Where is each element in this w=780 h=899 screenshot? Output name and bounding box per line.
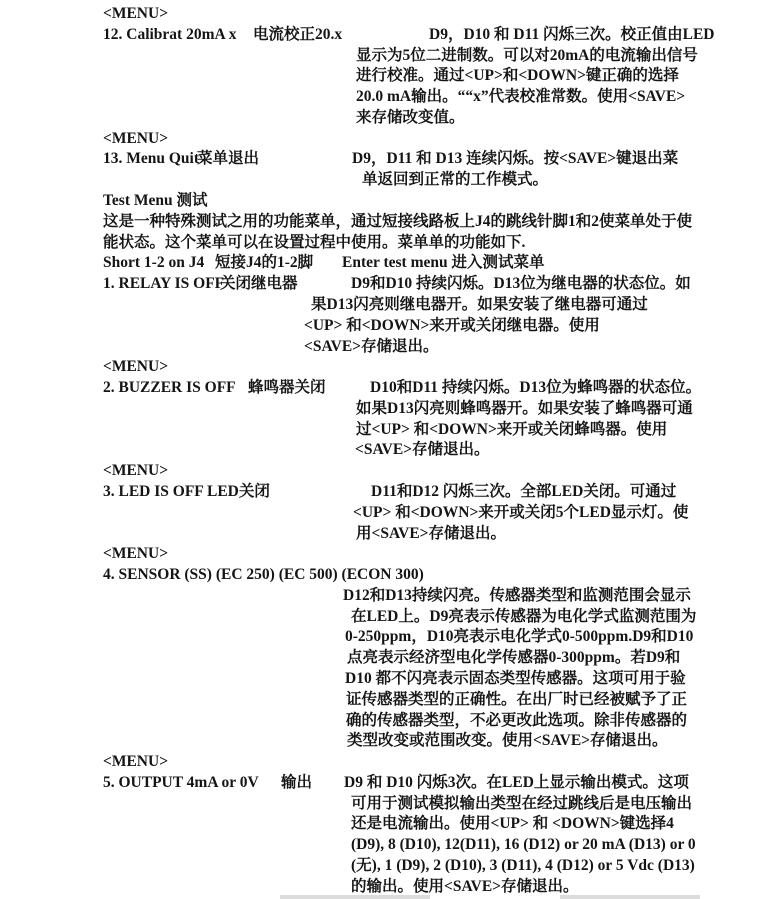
item-3-desc-line: <UP> 和<DOWN>来开或关闭5个LED显示灯。使 xyxy=(353,503,689,521)
item-4-desc-line: D10 都不闪亮表示固态类型传感器。这项可用于验 xyxy=(345,670,686,687)
item-1-row xyxy=(0,274,780,295)
item-13-desc-line: 单返回到正常的工作模式。 xyxy=(362,171,549,189)
item-3-label: 3. LED IS OFF xyxy=(103,482,204,500)
item-5-label-cn: 输出 xyxy=(281,773,313,791)
item-13-label-cn: 菜单退出 xyxy=(197,150,260,168)
item-4-desc-row xyxy=(0,586,780,607)
item-5-label: 5. OUTPUT 4mA or 0V xyxy=(103,773,259,791)
test-menu-para-line: 这是一种特殊测试之用的功能菜单，通过短接线路板上J4的跳线针脚1和2使菜单处于使 xyxy=(103,212,693,230)
item-1-desc-line: <UP> 和<DOWN>来开或关闭继电器。使用 xyxy=(304,316,600,334)
menu-tag-row xyxy=(0,752,780,773)
item-5-desc-line: 的输出。使用<SAVE>存储退出。 xyxy=(351,877,579,895)
short-j4-row xyxy=(0,253,780,274)
item-5-desc-line: 还是电流输出。使用<UP> 和 <DOWN>键选择4 xyxy=(351,815,674,833)
item-12-desc-line: 进行校准。通过<UP>和<DOWN>键正确的选择 xyxy=(356,67,679,85)
item-4-desc-row xyxy=(0,711,780,732)
item-13-row xyxy=(0,149,780,170)
item-2-desc-line: 过<UP> 和<DOWN>来开或关闭蜂鸣器。使用 xyxy=(356,420,668,438)
item-2-desc-line: 如果D13闪亮则蜂鸣器开。如果安装了蜂鸣器可通 xyxy=(356,399,693,417)
item-2-desc-row xyxy=(0,399,780,420)
item-1-desc-line: D9和D10 持续闪烁。D13位为继电器的状态位。如 xyxy=(351,275,691,293)
menu-tag-row xyxy=(0,357,780,378)
item-12-label-cn: 电流校正20.x xyxy=(253,25,343,43)
item-4-label: 4. SENSOR (SS) (EC 250) (EC 500) (ECON 300) xyxy=(103,566,424,584)
item-12-desc-row xyxy=(0,46,780,67)
item-3-desc-line: D11和D12 闪烁三次。全部LED关闭。可通过 xyxy=(371,482,677,500)
menu-tag-row xyxy=(0,544,780,565)
item-2-row xyxy=(0,378,780,399)
item-2-desc-line: <SAVE>存储退出。 xyxy=(355,441,490,459)
item-2-label-cn: 蜂鸣器关闭 xyxy=(248,379,326,397)
item-4-row xyxy=(0,565,780,586)
item-1-desc-row xyxy=(0,337,780,358)
item-12-desc-line: 20.0 mA输出。““x”代表校准常数。使用<SAVE> xyxy=(356,88,686,106)
item-5-desc-line: D9 和 D10 闪烁3次。在LED上显示输出模式。这项 xyxy=(344,773,689,791)
item-12-desc-line: 显示为5位二进制数。可以对20mA的电流输出信号 xyxy=(356,46,698,64)
enter-test-menu-label: Enter test menu 进入测试菜单 xyxy=(342,254,545,272)
menu-tag: <MENU> xyxy=(103,358,169,376)
test-menu-para-line: 能状态。这个菜单可以在设置过程中使用。菜单单的功能如下. xyxy=(103,233,526,251)
menu-tag-row xyxy=(0,461,780,482)
item-5-desc-row xyxy=(0,794,780,815)
test-menu-heading-row xyxy=(0,191,780,212)
item-4-desc-line: 在LED上。D9亮表示传感器为电化学式监测范围为 xyxy=(351,607,697,625)
item-4-desc-row xyxy=(0,627,780,648)
cutoff-text-remnant xyxy=(560,895,700,899)
item-12-desc-line: 来存储改变值。 xyxy=(356,108,465,126)
item-4-desc-row xyxy=(0,607,780,628)
item-2-desc-row xyxy=(0,420,780,441)
item-1-desc-row xyxy=(0,295,780,316)
item-4-desc-row xyxy=(0,669,780,690)
short-j4-label: Short 1-2 on J4 xyxy=(103,254,205,272)
item-12-row xyxy=(0,25,780,46)
item-13-desc-row xyxy=(0,170,780,191)
item-3-row xyxy=(0,482,780,503)
item-12-desc-row xyxy=(0,108,780,129)
item-1-desc-line: <SAVE>存储退出。 xyxy=(304,337,439,355)
item-4-desc-row xyxy=(0,648,780,669)
item-5-desc-line: (无), 1 (D9), 2 (D10), 3 (D11), 4 (D12) or 5 Vdc (D13) xyxy=(351,857,695,875)
item-2-desc-line: D10和D11 持续闪烁。D13位为蜂鸣器的状态位。 xyxy=(370,379,702,397)
item-4-desc-line: 证传感器类型的正确性。在出厂时已经被赋予了正 xyxy=(346,690,688,708)
item-13-label: 13. Menu Quit xyxy=(103,150,200,168)
item-5-row xyxy=(0,773,780,794)
item-1-desc-row xyxy=(0,316,780,337)
cutoff-text-remnant xyxy=(280,895,430,899)
item-4-desc-line: 点亮表示经济型电化学传感器0-300ppm。若D9和 xyxy=(347,649,681,667)
menu-tag: <MENU> xyxy=(103,5,169,22)
item-5-desc-line: 可用于测试模拟输出类型在经过跳线后是电压输出 xyxy=(351,794,693,812)
item-4-desc-line: 0-250ppm，D10亮表示电化学式0-500ppm.D9和D10 xyxy=(345,628,694,646)
menu-tag-row xyxy=(0,129,780,150)
item-4-desc-line: 类型改变或范围改变。使用<SAVE>存储退出。 xyxy=(347,732,668,750)
item-12-desc-line: D9，D10 和 D11 闪烁三次。校正值由LED xyxy=(429,25,715,43)
item-12-desc-row xyxy=(0,66,780,87)
item-3-label-cn: LED关闭 xyxy=(207,482,270,500)
test-menu-para-row xyxy=(0,233,780,254)
item-1-desc-line: 果D13闪亮则继电器开。如果安装了继电器可通过 xyxy=(311,295,648,313)
item-5-desc-line: (D9), 8 (D10), 12(D11), 16 (D12) or 20 mA (D13) or 0 xyxy=(351,836,696,854)
item-4-desc-row xyxy=(0,731,780,752)
item-5-desc-row xyxy=(0,814,780,835)
menu-tag: <MENU> xyxy=(103,129,169,147)
item-12-desc-row xyxy=(0,87,780,108)
item-5-desc-row xyxy=(0,835,780,856)
item-5-desc-row xyxy=(0,856,780,877)
item-2-desc-row xyxy=(0,440,780,461)
item-4-desc-line: D12和D13持续闪亮。传感器类型和监测范围会显示 xyxy=(343,586,691,604)
menu-tag: <MENU> xyxy=(103,753,169,771)
item-4-desc-row xyxy=(0,690,780,711)
test-menu-para-row xyxy=(0,212,780,233)
item-2-label: 2. BUZZER IS OFF xyxy=(103,379,236,397)
item-13-desc-line: D9，D11 和 D13 连续闪烁。按<SAVE>键退出菜 xyxy=(352,150,679,168)
item-1-label: 1. RELAY IS OFF xyxy=(103,275,225,293)
short-j4-label-cn: 短接J4的1-2脚 xyxy=(215,254,314,272)
item-3-desc-line: 用<SAVE>存储退出。 xyxy=(356,524,507,542)
item-3-desc-row xyxy=(0,524,780,545)
test-menu-heading: Test Menu 测试 xyxy=(103,192,208,210)
item-3-desc-row xyxy=(0,503,780,524)
menu-tag: <MENU> xyxy=(103,545,169,563)
menu-tag-row xyxy=(0,4,780,25)
menu-tag: <MENU> xyxy=(103,462,169,480)
item-4-desc-line: 确的传感器类型，不必更改此选项。除非传感器的 xyxy=(346,711,688,729)
item-12-label: 12. Calibrat 20mA x xyxy=(103,25,237,43)
item-1-label-cn: 关闭继电器 xyxy=(220,275,298,293)
